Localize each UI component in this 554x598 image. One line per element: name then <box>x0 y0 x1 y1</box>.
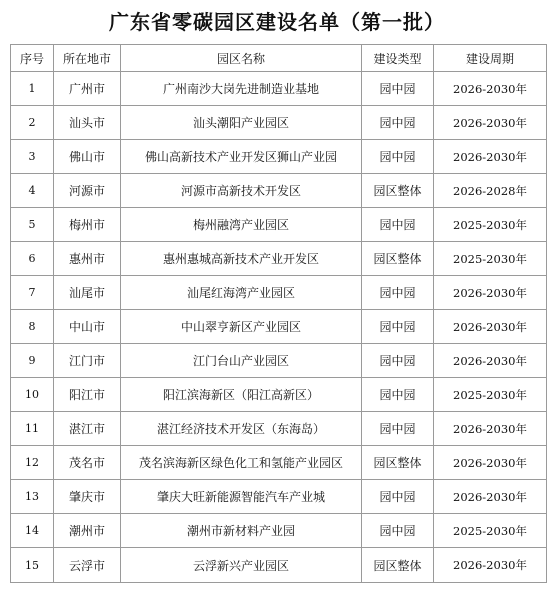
row-city: 阳江市 <box>54 378 121 412</box>
row-build-type: 园区整体 <box>362 174 434 208</box>
header-build-type: 建设类型 <box>362 45 434 72</box>
row-index: 12 <box>11 446 54 480</box>
row-city: 中山市 <box>54 310 121 344</box>
row-park-name: 潮州市新材料产业园 <box>121 514 362 548</box>
row-index: 5 <box>11 208 54 242</box>
row-city: 广州市 <box>54 72 121 106</box>
header-city: 所在地市 <box>54 45 121 72</box>
row-park-name: 肇庆大旺新能源智能汽车产业城 <box>121 480 362 514</box>
header-index: 序号 <box>11 45 54 72</box>
row-build-type: 园中园 <box>362 514 434 548</box>
table-row <box>11 174 547 208</box>
row-city: 惠州市 <box>54 242 121 276</box>
row-build-type: 园中园 <box>362 480 434 514</box>
row-park-name: 湛江经济技术开发区（东海岛） <box>121 412 362 446</box>
row-city: 湛江市 <box>54 412 121 446</box>
row-index: 10 <box>11 378 54 412</box>
row-park-name: 佛山高新技术产业开发区狮山产业园 <box>121 140 362 174</box>
row-build-period: 2026-2030年 <box>434 140 547 174</box>
header-build-period: 建设周期 <box>434 45 547 72</box>
page-title: 广东省零碳园区建设名单（第一批） <box>109 10 445 34</box>
row-build-period: 2025-2030年 <box>434 208 547 242</box>
row-build-type: 园中园 <box>362 310 434 344</box>
row-build-type: 园中园 <box>362 412 434 446</box>
row-build-period: 2026-2030年 <box>434 276 547 310</box>
row-park-name: 广州南沙大岗先进制造业基地 <box>121 72 362 106</box>
row-build-type: 园中园 <box>362 140 434 174</box>
table-row <box>11 106 547 140</box>
row-park-name: 河源市高新技术开发区 <box>121 174 362 208</box>
table-row <box>11 72 547 106</box>
row-park-name: 茂名滨海新区绿色化工和氢能产业园区 <box>121 446 362 480</box>
row-build-type: 园中园 <box>362 208 434 242</box>
row-park-name: 汕头潮阳产业园区 <box>121 106 362 140</box>
row-city: 佛山市 <box>54 140 121 174</box>
row-build-period: 2025-2030年 <box>434 514 547 548</box>
table-row <box>11 344 547 378</box>
row-park-name: 惠州惠城高新技术产业开发区 <box>121 242 362 276</box>
row-index: 8 <box>11 310 54 344</box>
row-index: 13 <box>11 480 54 514</box>
row-city: 云浮市 <box>54 548 121 583</box>
table-row <box>11 276 547 310</box>
row-index: 14 <box>11 514 54 548</box>
table-row <box>11 548 547 583</box>
row-build-period: 2026-2028年 <box>434 174 547 208</box>
table-header-row <box>11 45 547 72</box>
row-build-period: 2026-2030年 <box>434 106 547 140</box>
table-row <box>11 514 547 548</box>
row-build-period: 2026-2030年 <box>434 446 547 480</box>
table-row <box>11 140 547 174</box>
row-city: 汕头市 <box>54 106 121 140</box>
row-city: 茂名市 <box>54 446 121 480</box>
row-index: 7 <box>11 276 54 310</box>
table-row <box>11 480 547 514</box>
header-park-name: 园区名称 <box>121 45 362 72</box>
row-build-type: 园中园 <box>362 106 434 140</box>
row-index: 1 <box>11 72 54 106</box>
row-city: 河源市 <box>54 174 121 208</box>
row-city: 汕尾市 <box>54 276 121 310</box>
row-index: 3 <box>11 140 54 174</box>
row-build-period: 2025-2030年 <box>434 378 547 412</box>
row-build-type: 园中园 <box>362 344 434 378</box>
row-index: 4 <box>11 174 54 208</box>
row-city: 梅州市 <box>54 208 121 242</box>
row-build-type: 园区整体 <box>362 242 434 276</box>
table-row <box>11 208 547 242</box>
row-build-period: 2025-2030年 <box>434 242 547 276</box>
row-build-period: 2026-2030年 <box>434 412 547 446</box>
row-park-name: 中山翠亨新区产业园区 <box>121 310 362 344</box>
row-index: 2 <box>11 106 54 140</box>
row-build-period: 2026-2030年 <box>434 548 547 583</box>
row-build-period: 2026-2030年 <box>434 344 547 378</box>
row-city: 江门市 <box>54 344 121 378</box>
row-build-period: 2026-2030年 <box>434 72 547 106</box>
row-build-type: 园中园 <box>362 72 434 106</box>
row-park-name: 梅州融湾产业园区 <box>121 208 362 242</box>
table-row <box>11 242 547 276</box>
row-build-period: 2026-2030年 <box>434 480 547 514</box>
row-build-type: 园区整体 <box>362 446 434 480</box>
row-city: 肇庆市 <box>54 480 121 514</box>
row-build-type: 园中园 <box>362 276 434 310</box>
row-index: 9 <box>11 344 54 378</box>
row-build-type: 园中园 <box>362 378 434 412</box>
row-park-name: 阳江滨海新区（阳江高新区） <box>121 378 362 412</box>
row-park-name: 云浮新兴产业园区 <box>121 548 362 583</box>
table-row <box>11 446 547 480</box>
row-city: 潮州市 <box>54 514 121 548</box>
row-index: 15 <box>11 548 54 583</box>
table-row <box>11 310 547 344</box>
row-park-name: 汕尾红海湾产业园区 <box>121 276 362 310</box>
row-build-type: 园区整体 <box>362 548 434 583</box>
row-index: 6 <box>11 242 54 276</box>
row-index: 11 <box>11 412 54 446</box>
table-row <box>11 378 547 412</box>
park-list-table <box>10 44 547 583</box>
row-build-period: 2026-2030年 <box>434 310 547 344</box>
row-park-name: 江门台山产业园区 <box>121 344 362 378</box>
table-row <box>11 412 547 446</box>
